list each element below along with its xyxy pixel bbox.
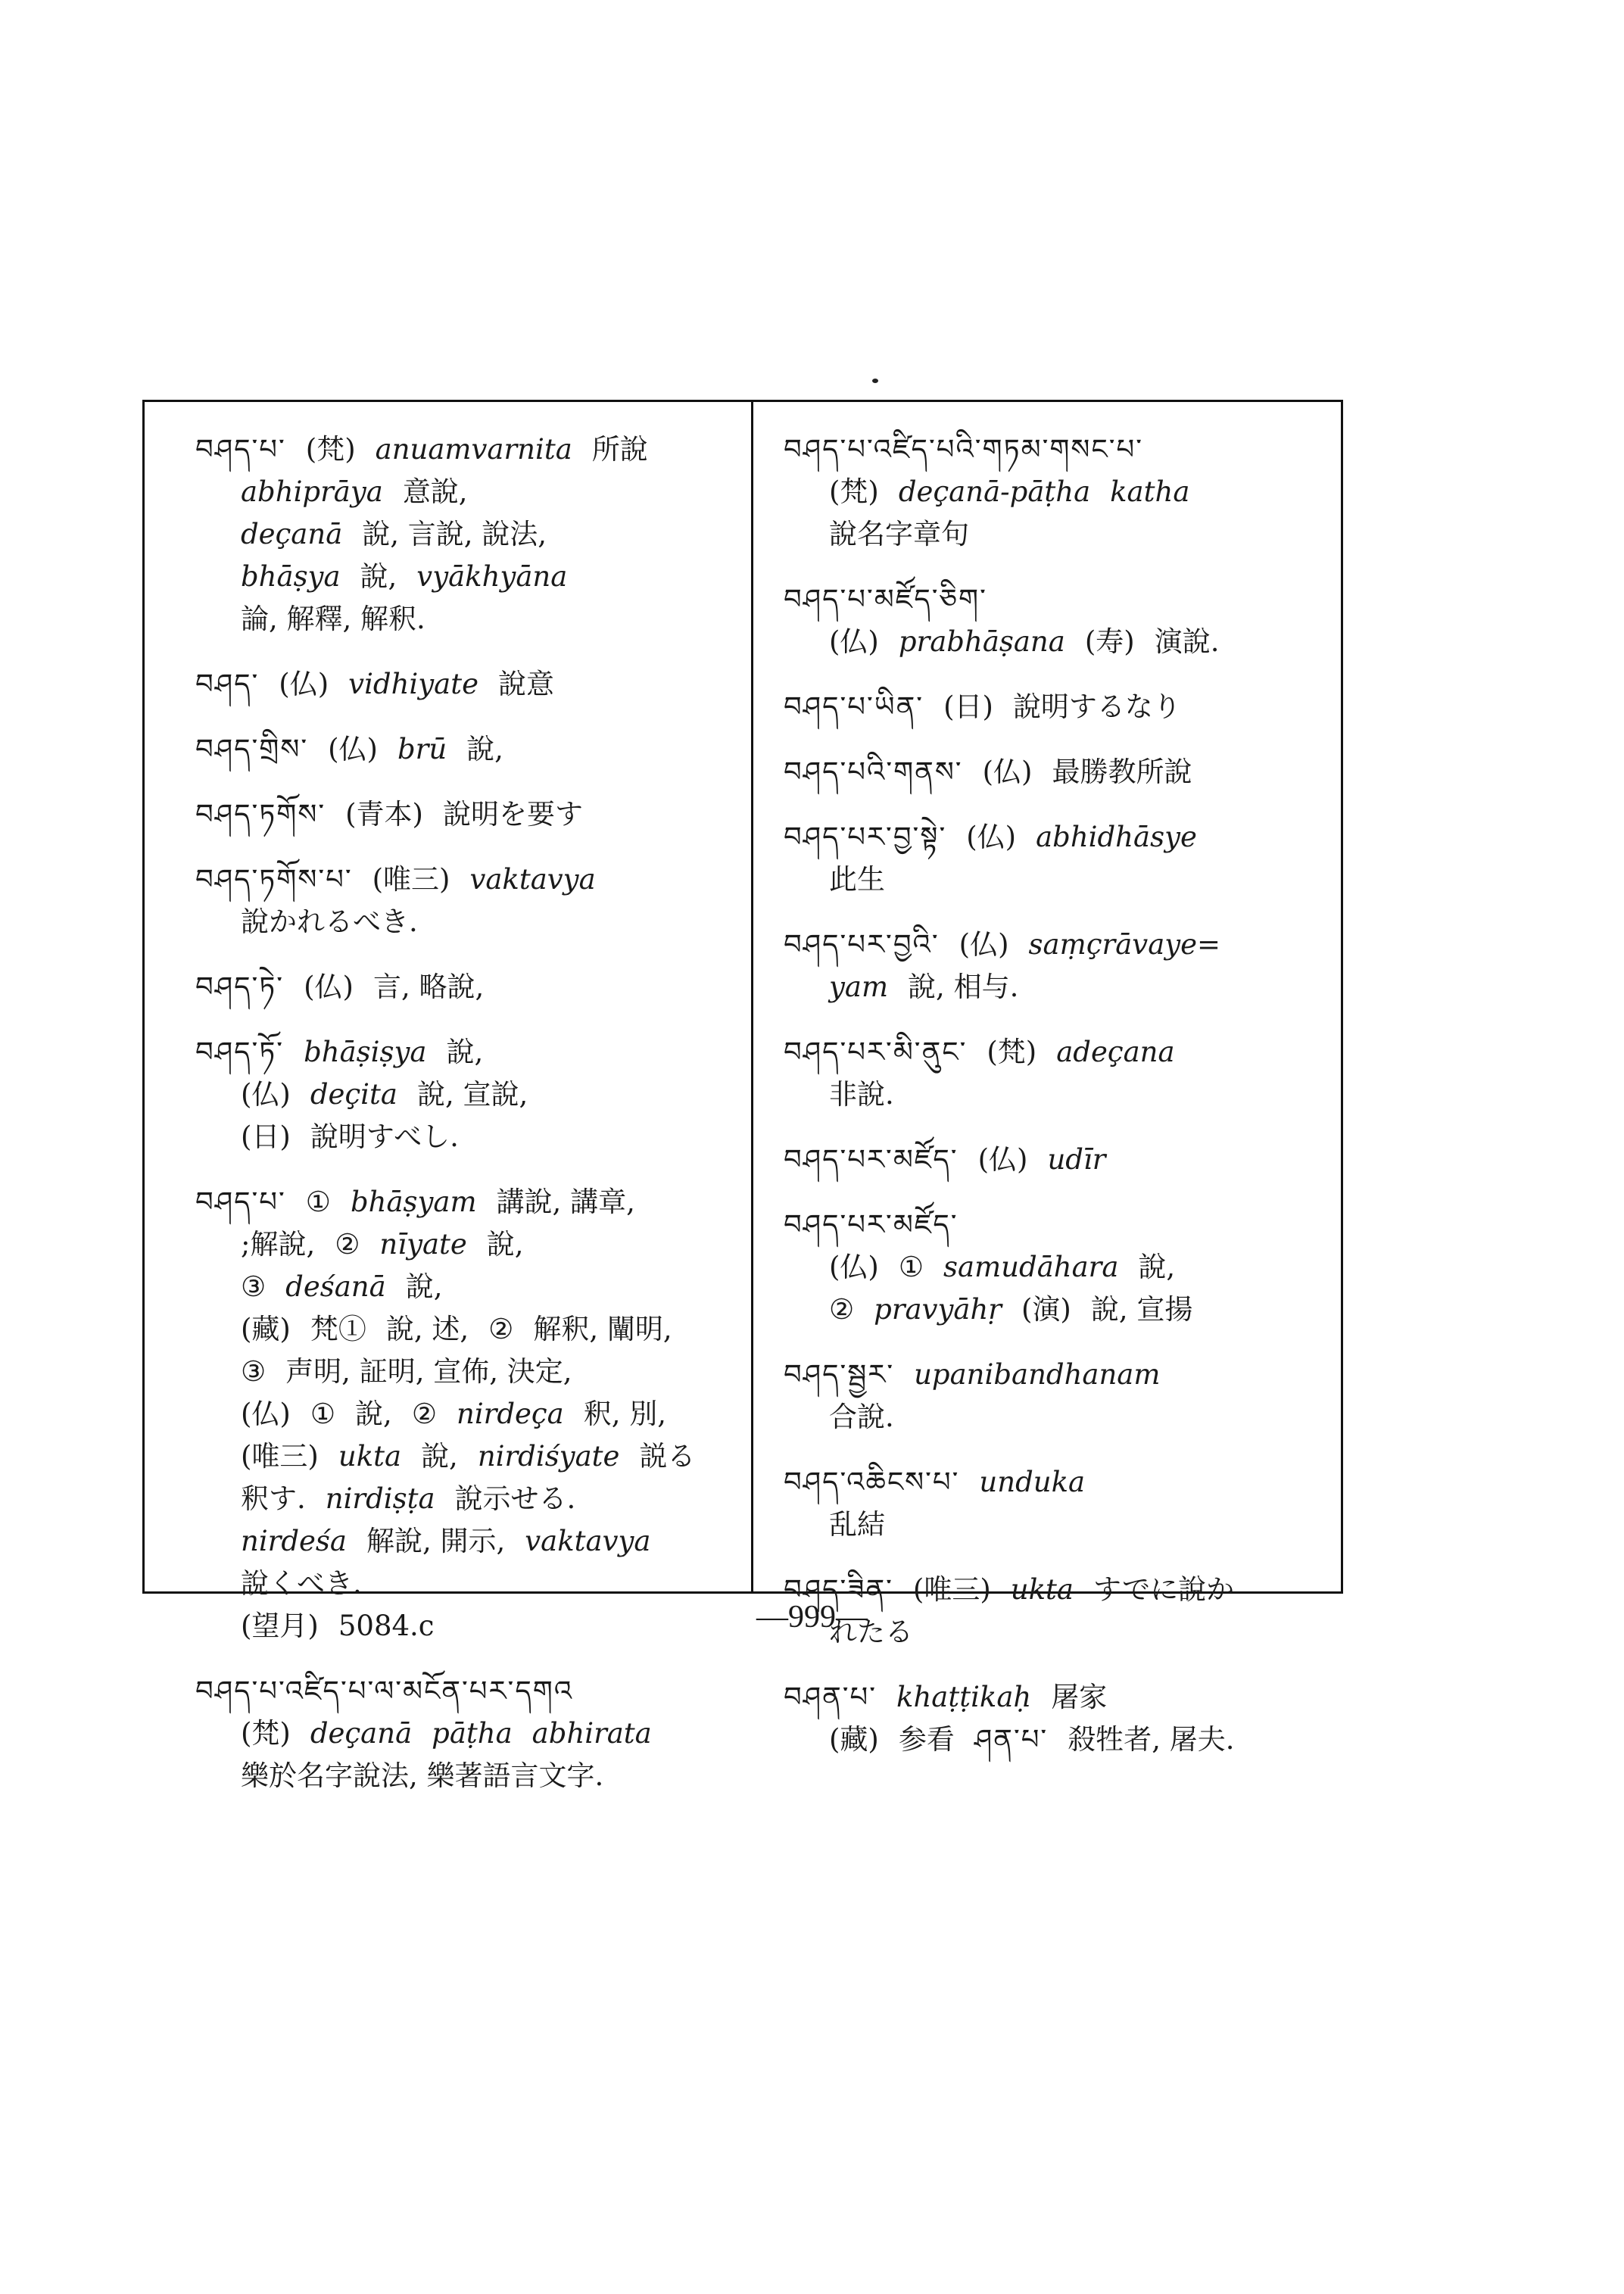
dictionary-entry: [784, 1031, 1336, 1116]
gloss-text: 說示せる.: [454, 1482, 576, 1515]
entry-gloss-line: [784, 1504, 1336, 1546]
gloss-text: 梵①: [310, 1313, 366, 1345]
gloss-text: 說,: [466, 733, 503, 765]
sanskrit-term: vyākhyāna: [416, 560, 568, 593]
entry-headline: [784, 686, 1336, 728]
sanskrit-term: deçanā: [310, 1717, 413, 1750]
dictionary-entry: [195, 966, 742, 1008]
gloss-text: 說,: [421, 1440, 458, 1473]
gloss-text: (望月): [241, 1610, 319, 1642]
entry-headline: [195, 429, 742, 471]
gloss-text: ①: [310, 1398, 336, 1430]
entry-gloss-line: [195, 471, 742, 513]
sanskrit-term: bhāṣya: [241, 560, 341, 593]
gloss-text: (梵): [987, 1036, 1037, 1068]
tibetan-headword: བཤད་འཆིངས་པ་: [784, 1466, 960, 1498]
gloss-text: (青本): [345, 798, 423, 831]
entry-headline: [195, 1670, 742, 1713]
tibetan-headword: བཤད་པར་བྱ་སྟེ་: [784, 821, 947, 853]
entry-gloss-line: [195, 1308, 742, 1351]
gloss-text: (梵): [829, 475, 879, 508]
gloss-text: (仏): [241, 1078, 291, 1111]
gloss-text: ②: [335, 1228, 360, 1261]
gloss-text: 演說.: [1154, 625, 1220, 658]
dictionary-entry: [195, 728, 742, 771]
entry-gloss-line: [784, 859, 1336, 901]
tibetan-headword: ཤན་པ་: [974, 1723, 1049, 1756]
gloss-text: (日): [943, 690, 993, 723]
sanskrit-term: abhiprāya: [241, 475, 383, 508]
entry-headline: [784, 429, 1336, 471]
sanskrit-term: yam: [829, 971, 889, 1003]
gloss-text: 乱結: [829, 1508, 885, 1541]
left-column: [142, 400, 751, 1792]
tibetan-headword: བཤད་པ་: [195, 1186, 286, 1218]
gloss-text: 5084.c: [338, 1610, 435, 1642]
gloss-text: 非說.: [829, 1078, 894, 1111]
sanskrit-term: prabhāṣana: [898, 625, 1065, 658]
sanskrit-term: adeçana: [1056, 1036, 1175, 1068]
tibetan-headword: བཤད་ཟིན་: [784, 1573, 893, 1606]
entry-headline: [784, 1676, 1336, 1719]
entry-gloss-line: [784, 1719, 1336, 1761]
sanskrit-term: pravyāhṛ: [874, 1293, 1002, 1326]
gloss-text: 参看: [898, 1723, 955, 1756]
sanskrit-term: bhāṣiṣya: [304, 1036, 427, 1068]
gloss-text: 說, 相与.: [908, 971, 1019, 1003]
gloss-text: (梵): [241, 1717, 291, 1750]
entry-headline: [195, 1181, 742, 1223]
gloss-text: 講說, 講章,: [496, 1186, 635, 1218]
dictionary-entry: [195, 859, 742, 943]
gloss-text: 意說,: [402, 475, 468, 508]
sanskrit-term: samudāhara: [943, 1251, 1119, 1283]
gloss-text: 說, 宣說,: [416, 1078, 528, 1111]
entry-gloss-line: [784, 513, 1336, 556]
gloss-text: 說,: [405, 1270, 443, 1303]
entry-gloss-line: [195, 1393, 742, 1435]
sanskrit-term: vaktavya: [469, 863, 596, 896]
sanskrit-term: nirdeça: [456, 1398, 564, 1430]
gloss-text: すでに說か: [1093, 1573, 1235, 1606]
sanskrit-term: nirdiṣṭa: [325, 1482, 435, 1515]
dictionary-entry: [784, 1676, 1336, 1761]
sanskrit-term: deçanā: [241, 518, 343, 550]
entry-headline: [784, 578, 1336, 621]
tibetan-headword: བཤད་གྲིས་: [195, 733, 309, 765]
gloss-text: 說, 述,: [385, 1313, 469, 1345]
entry-gloss-line: [195, 1755, 742, 1797]
entry-gloss-line: [195, 1520, 742, 1563]
gloss-text: 說くべき.: [241, 1567, 362, 1600]
gloss-text: 說, 言說, 說法,: [362, 518, 547, 550]
gloss-text: 說明を要す: [442, 798, 583, 831]
sanskrit-term: saṃçrāvaye=: [1028, 928, 1221, 961]
tibetan-headword: བཤད་པ་: [195, 433, 286, 466]
gloss-text: 說,: [360, 560, 397, 593]
gloss-text: (仏): [966, 821, 1017, 853]
entry-gloss-line: [195, 1351, 742, 1393]
entry-gloss-line: [195, 1435, 742, 1478]
dictionary-entry: [195, 1670, 742, 1797]
sanskrit-term: udīr: [1047, 1143, 1106, 1176]
sanskrit-term: deśanā: [285, 1270, 386, 1303]
gloss-text: ③: [241, 1270, 267, 1303]
tibetan-headword: བཤད་ཏོ་: [195, 1036, 285, 1068]
entry-gloss-line: [195, 901, 742, 943]
dictionary-entry: [195, 1031, 742, 1158]
entry-headline: [784, 1354, 1336, 1396]
sanskrit-term: katha: [1110, 475, 1190, 508]
dictionary-entry: [784, 924, 1336, 1008]
gloss-text: 此生: [829, 863, 885, 896]
sanskrit-term: abhirata: [531, 1717, 652, 1750]
entry-gloss-line: [784, 1396, 1336, 1438]
tibetan-headword: བཤད་པ་ཡིན་: [784, 690, 924, 723]
entry-headline: [195, 966, 742, 1008]
sanskrit-term: ukta: [1010, 1573, 1074, 1606]
gloss-text: (寿): [1084, 625, 1135, 658]
entry-gloss-line: [784, 1246, 1336, 1289]
sanskrit-term: ukta: [338, 1440, 402, 1473]
entry-gloss-line: [195, 1223, 742, 1266]
entry-gloss-line: [195, 1116, 742, 1158]
gloss-text: ③: [241, 1355, 267, 1388]
gloss-text: (藏): [241, 1313, 291, 1345]
entry-gloss-line: [195, 1713, 742, 1755]
sanskrit-term: upanibandhanam: [914, 1358, 1161, 1391]
gloss-text: 屠家: [1051, 1681, 1108, 1713]
gloss-text: (日): [241, 1121, 291, 1153]
gloss-text: ①: [305, 1186, 331, 1218]
entry-headline: [784, 924, 1336, 966]
sanskrit-term: nirdeśa: [241, 1525, 347, 1557]
entry-gloss-line: [195, 1478, 742, 1520]
gloss-text: 解釈, 闡明,: [533, 1313, 672, 1345]
entry-headline: [195, 1031, 742, 1074]
gloss-text: 論, 解釋, 解釈.: [241, 603, 425, 635]
gloss-text: ②: [411, 1398, 437, 1430]
entry-headline: [784, 1204, 1336, 1246]
gloss-text: 釈, 別,: [583, 1398, 666, 1430]
sanskrit-term: brū: [397, 733, 447, 765]
stray-mark: [872, 379, 878, 383]
dictionary-entry: [784, 1139, 1336, 1181]
gloss-text: (藏): [829, 1723, 879, 1756]
gloss-text: 樂於名字說法, 樂著語言文字.: [241, 1759, 604, 1792]
entry-headline: [195, 793, 742, 836]
gloss-text: れたる: [829, 1616, 913, 1648]
entry-gloss-line: [195, 513, 742, 556]
gloss-text: 說意: [497, 668, 554, 700]
gloss-text: (仏): [829, 1251, 879, 1283]
entry-gloss-line: [784, 471, 1336, 513]
gloss-text: 說明するなり: [1012, 690, 1181, 723]
entry-gloss-line: [784, 1289, 1336, 1331]
tibetan-headword: བཤད་པ་འཛིད་པའི་གཏམ་གསང་པ་: [784, 433, 1143, 466]
dictionary-entry: [195, 793, 742, 836]
tibetan-headword: བཤད་པའི་གནས་: [784, 756, 963, 788]
tibetan-headword: བཤད་པ་མཛོད་ཅིག་: [784, 583, 987, 616]
gloss-text: 說,: [355, 1398, 392, 1430]
sanskrit-term: deçita: [310, 1078, 397, 1111]
gloss-text: 言, 略說,: [372, 971, 485, 1003]
gloss-text: 最勝教所說: [1052, 756, 1192, 788]
sanskrit-term: pāṭha: [432, 1717, 513, 1750]
gloss-text: 説る: [639, 1440, 696, 1473]
gloss-text: (仏): [241, 1398, 291, 1430]
dictionary-entry: [195, 1181, 742, 1647]
gloss-text: 說名字章句: [829, 518, 969, 550]
gloss-text: 釈す.: [241, 1482, 306, 1515]
gloss-text: ①: [898, 1251, 924, 1283]
sanskrit-term: vaktavya: [525, 1525, 651, 1557]
gloss-text: (演): [1021, 1293, 1071, 1326]
sanskrit-term: anuamvarnita: [375, 433, 572, 466]
gloss-text: ②: [488, 1313, 514, 1345]
gloss-text: 殺牲者, 屠夫.: [1068, 1723, 1235, 1756]
gloss-text: (梵): [305, 433, 356, 466]
tibetan-headword: བཤད་པ་འཛིད་པ་ལ་མངོན་པར་དགའ: [195, 1675, 574, 1707]
entry-gloss-line: [784, 621, 1336, 663]
dictionary-entry: [784, 429, 1336, 556]
gloss-text: (仏): [829, 625, 879, 658]
entry-headline: [784, 1139, 1336, 1181]
entry-headline: [784, 1461, 1336, 1504]
gloss-text: 合說.: [829, 1401, 894, 1433]
dictionary-entry: [195, 429, 742, 641]
tibetan-headword: བཤད་: [195, 668, 260, 700]
tibetan-headword: བཤད་ཏགོས་པ་: [195, 863, 353, 896]
tibetan-headword: བཤད་ཏགོས་: [195, 798, 326, 831]
gloss-text: (仏): [279, 668, 329, 700]
dictionary-entry: [784, 1204, 1336, 1331]
tibetan-headword: བཤད་སྦྱར་: [784, 1358, 895, 1391]
sanskrit-term: bhāṣyam: [350, 1186, 477, 1218]
gloss-text: (唯三): [241, 1440, 319, 1473]
gloss-text: (仏): [304, 971, 354, 1003]
gloss-text: (仏): [959, 928, 1009, 961]
gloss-text: 說, 宣揚: [1090, 1293, 1193, 1326]
dictionary-entry: [784, 1354, 1336, 1438]
gloss-text: 解說, 開示,: [366, 1525, 506, 1557]
tibetan-headword: བཤད་པར་མི་ནུང་: [784, 1036, 968, 1068]
tibetan-headword: བཤན་པ་: [784, 1681, 877, 1713]
dictionary-entry: [784, 578, 1336, 663]
entry-gloss-line: [195, 556, 742, 598]
gloss-text: 說,: [486, 1228, 524, 1261]
page-number: —999—: [756, 1600, 868, 1635]
gloss-text: (唯三): [372, 863, 450, 896]
gloss-text: 說明すべし.: [310, 1121, 459, 1153]
entry-headline: [195, 859, 742, 901]
entry-gloss-line: [195, 598, 742, 641]
entry-gloss-line: [784, 1074, 1336, 1116]
gloss-text: 声明, 証明, 宣佈, 決定,: [285, 1355, 572, 1388]
dictionary-entry: [195, 663, 742, 706]
entry-headline: [784, 816, 1336, 859]
sanskrit-term: deçanā-pāṭha: [898, 475, 1091, 508]
tibetan-headword: བཤད་པར་མཛོད་: [784, 1208, 959, 1241]
sanskrit-term: nirdiśyate: [477, 1440, 620, 1473]
entry-headline: [195, 728, 742, 771]
gloss-text: (仏): [328, 733, 378, 765]
dictionary-entry: [784, 816, 1336, 901]
entry-gloss-line: [195, 1266, 742, 1308]
gloss-text: (仏): [977, 1143, 1028, 1176]
gloss-text: ②: [829, 1293, 855, 1326]
tibetan-headword: བཤད་པར་བྱའི་: [784, 928, 940, 961]
gloss-text: 說かれるべき.: [241, 905, 418, 938]
gloss-text: (仏): [982, 756, 1033, 788]
dictionary-entry: [784, 751, 1336, 793]
dictionary-entry: [784, 686, 1336, 728]
gloss-text: 所說: [591, 433, 648, 466]
gloss-text: 說,: [446, 1036, 484, 1068]
entry-headline: [784, 1031, 1336, 1074]
sanskrit-term: vidhiyate: [348, 668, 478, 700]
entry-headline: [195, 663, 742, 706]
sanskrit-term: abhidhāsye: [1036, 821, 1197, 853]
gloss-text: 說,: [1138, 1251, 1176, 1283]
tibetan-headword: བཤད་པར་མཛོད་: [784, 1143, 959, 1176]
entry-gloss-line: [784, 966, 1336, 1008]
tibetan-headword: བཤད་ཏེ་: [195, 971, 285, 1003]
gloss-text: ;解說,: [241, 1228, 316, 1261]
dictionary-entry: [784, 1461, 1336, 1546]
gloss-text: (唯三): [912, 1573, 991, 1606]
sanskrit-term: unduka: [979, 1466, 1086, 1498]
entry-gloss-line: [195, 1074, 742, 1116]
sanskrit-term: nīyate: [379, 1228, 467, 1261]
sanskrit-term: khaṭṭikaḥ: [896, 1681, 1032, 1713]
entry-headline: [784, 751, 1336, 793]
